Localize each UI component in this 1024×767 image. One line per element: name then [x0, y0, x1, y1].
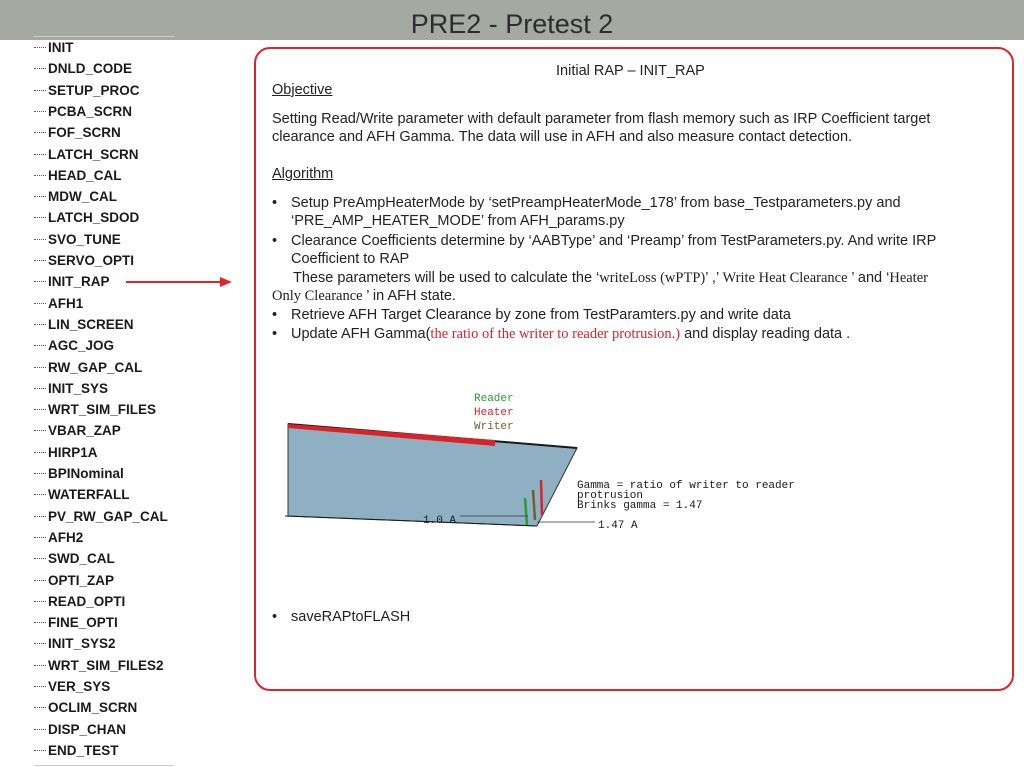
test-step-list [34, 36, 174, 766]
parameters-note-line-2: Only Clearance ’ in AFH state. [272, 288, 456, 304]
test-step-item [34, 509, 174, 529]
bullet-marker: • [272, 609, 278, 625]
test-step-item [34, 573, 174, 593]
tree-connector [34, 154, 46, 155]
test-step-item [34, 317, 174, 337]
test-step-label: RW_GAP_CAL [48, 359, 143, 375]
test-step-label: INIT [48, 40, 74, 55]
legend-reader: Reader [474, 393, 514, 405]
bullet-clearance-line-1: Clearance Coefficients determine by ‘AABType’ and ‘Preamp’ from TestParameters.py. And write IRP [291, 233, 937, 249]
tree-connector [34, 643, 46, 644]
tree-connector [34, 281, 46, 282]
tree-connector [34, 111, 46, 112]
tree-connector [34, 750, 46, 751]
test-step-label: HEAD_CAL [48, 167, 122, 183]
tree-connector [34, 175, 46, 176]
tree-connector [34, 729, 46, 730]
tree-connector [34, 601, 46, 602]
bullet-target-clearance: Retrieve AFH Target Clearance by zone from TestParamters.py and write data [291, 307, 791, 323]
tree-connector [34, 409, 46, 410]
algorithm-label: Algorithm [272, 166, 334, 182]
tree-connector [34, 707, 46, 708]
test-step-item [34, 61, 174, 81]
test-step-label: WRT_SIM_FILES2 [48, 657, 164, 673]
tree-connector [34, 47, 46, 48]
test-step-label: SERVO_OPTI [48, 253, 135, 268]
bullet-preamp-line-1: Setup PreAmpHeaterMode by ‘setPreampHeaterMode_178’ from base_Testparameters.py and [291, 195, 901, 211]
tree-connector [34, 90, 46, 91]
test-step-label: AFH1 [48, 295, 84, 311]
test-step-item [34, 594, 174, 614]
tree-connector [34, 388, 46, 389]
bullet-marker: • [272, 233, 278, 249]
tree-connector [34, 580, 46, 581]
test-step-item [34, 125, 174, 145]
tree-connector [34, 452, 46, 453]
bullet-marker: • [272, 307, 278, 323]
test-step-item [34, 658, 174, 678]
head-protrusion-diagram [285, 390, 845, 540]
test-step-label: DNLD_CODE [48, 61, 133, 77]
panel-heading: Initial RAP – INIT_RAP [556, 63, 705, 79]
test-step-label: OPTI_ZAP [48, 572, 115, 588]
tree-connector [34, 132, 46, 133]
tree-connector [34, 217, 46, 218]
test-step-label: SVO_TUNE [48, 231, 121, 247]
test-step-label: READ_OPTI [48, 593, 126, 609]
legend-writer: Writer [474, 421, 514, 433]
bullet-save-rap: saveRAPtoFLASH [291, 609, 411, 625]
test-step-label: HIRP1A [48, 444, 98, 460]
title-bar [0, 0, 1024, 40]
test-step-item [34, 210, 174, 230]
test-step-item [34, 700, 174, 720]
test-step-label: INIT_SYS2 [48, 636, 116, 652]
test-step-label: BPINominal [48, 466, 124, 481]
tree-connector [34, 665, 46, 666]
content-panel [254, 47, 1014, 691]
objective-label: Objective [272, 82, 333, 98]
objective-text-line-2: clearance and AFH Gamma. The data will use in AFH and also measure contact detection. [272, 129, 853, 145]
test-step-item [34, 402, 174, 422]
heater-element [541, 480, 542, 515]
test-step-item [34, 636, 174, 656]
legend-heater: Heater [474, 407, 514, 419]
tree-connector [34, 303, 46, 304]
tree-connector [34, 324, 46, 325]
tree-connector [34, 494, 46, 495]
test-step-label: WRT_SIM_FILES [48, 402, 157, 418]
gamma-note-line-3: Brinks gamma = 1.47 [577, 500, 703, 512]
test-step-item [34, 615, 174, 635]
test-step-item [34, 232, 174, 252]
tree-connector [34, 260, 46, 261]
tree-connector [34, 473, 46, 474]
test-step-label: AFH2 [48, 529, 84, 545]
test-step-item [34, 487, 174, 507]
test-step-item [34, 466, 174, 486]
tree-connector [34, 537, 46, 538]
parameters-note-line-1: These parameters will be used to calculate the ‘writeLoss (wPTP)’ ,’ Write Heat Clearance ’ and ‘Heater [293, 270, 928, 286]
test-step-item [34, 253, 174, 273]
test-step-label: PCBA_SCRN [48, 103, 133, 119]
test-step-label: INIT_SYS [48, 380, 109, 396]
test-step-item [34, 104, 174, 124]
test-step-label: INIT_RAP [48, 274, 110, 290]
test-step-item [34, 360, 174, 380]
tree-connector [34, 622, 46, 623]
tree-connector [34, 686, 46, 687]
writer-protrusion-label: 1.47 A [598, 520, 638, 532]
test-step-label: PV_RW_GAP_CAL [48, 508, 168, 524]
tree-connector [34, 345, 46, 346]
test-step-item [34, 338, 174, 358]
test-step-label: MDW_CAL [48, 189, 117, 205]
bullet-afh-gamma: Update AFH Gamma(the ratio of the writer to reader protrusion.) and display reading data . [291, 326, 851, 342]
tree-connector [34, 239, 46, 240]
test-step-label: LIN_SCREEN [48, 316, 134, 332]
tree-connector [34, 516, 46, 517]
test-step-label: AGC_JOG [48, 338, 115, 354]
test-step-item [34, 445, 174, 465]
test-step-item [34, 743, 174, 763]
test-step-label: LATCH_SCRN [48, 146, 139, 162]
test-step-item [34, 168, 174, 188]
tree-connector [34, 558, 46, 559]
test-step-label: DISP_CHAN [48, 721, 127, 737]
test-step-item [34, 423, 174, 443]
reader-protrusion-label: 1.0 A [423, 515, 457, 527]
tree-connector [34, 68, 46, 69]
gamma-note-line-2: protrusion [577, 490, 644, 502]
test-step-label: VER_SYS [48, 679, 111, 694]
bullet-clearance-line-2: Coefficient to RAP [291, 251, 410, 267]
pointer-arrow [124, 275, 234, 289]
test-step-label: VBAR_ZAP [48, 423, 121, 439]
test-step-label: SETUP_PROC [48, 82, 140, 98]
test-step-item [34, 147, 174, 167]
test-step-label: LATCH_SDOD [48, 210, 140, 226]
bullet-preamp-line-2: ‘PRE_AMP_HEATER_MODE’ from AFH_params.py [291, 213, 625, 229]
tree-connector [34, 430, 46, 431]
test-step-label: FOF_SCRN [48, 125, 121, 141]
tree-connector [34, 367, 46, 368]
objective-text-line-1: Setting Read/Write parameter with default parameter from flash memory such as IRP Coefficient target [272, 111, 931, 127]
test-step-label: FINE_OPTI [48, 615, 118, 631]
test-step-item [34, 40, 174, 60]
tree-connector [34, 196, 46, 197]
test-step-item [34, 83, 174, 103]
test-step-label: END_TEST [48, 742, 119, 758]
gamma-note-line-1: Gamma = ratio of writer to reader [577, 480, 795, 492]
test-step-item [34, 722, 174, 742]
test-step-item [34, 189, 174, 209]
test-step-label: WATERFALL [48, 487, 130, 503]
page-title: PRE2 - Pretest 2 [410, 9, 614, 39]
test-step-item [34, 381, 174, 401]
bullet-marker: • [272, 195, 278, 211]
test-step-label: OCLIM_SCRN [48, 700, 138, 716]
test-step-item [34, 551, 174, 571]
test-step-item [34, 296, 174, 316]
test-step-label: SWD_CAL [48, 551, 115, 567]
test-step-item [34, 530, 174, 550]
bullet-marker: • [272, 326, 278, 342]
test-step-item [34, 679, 174, 699]
